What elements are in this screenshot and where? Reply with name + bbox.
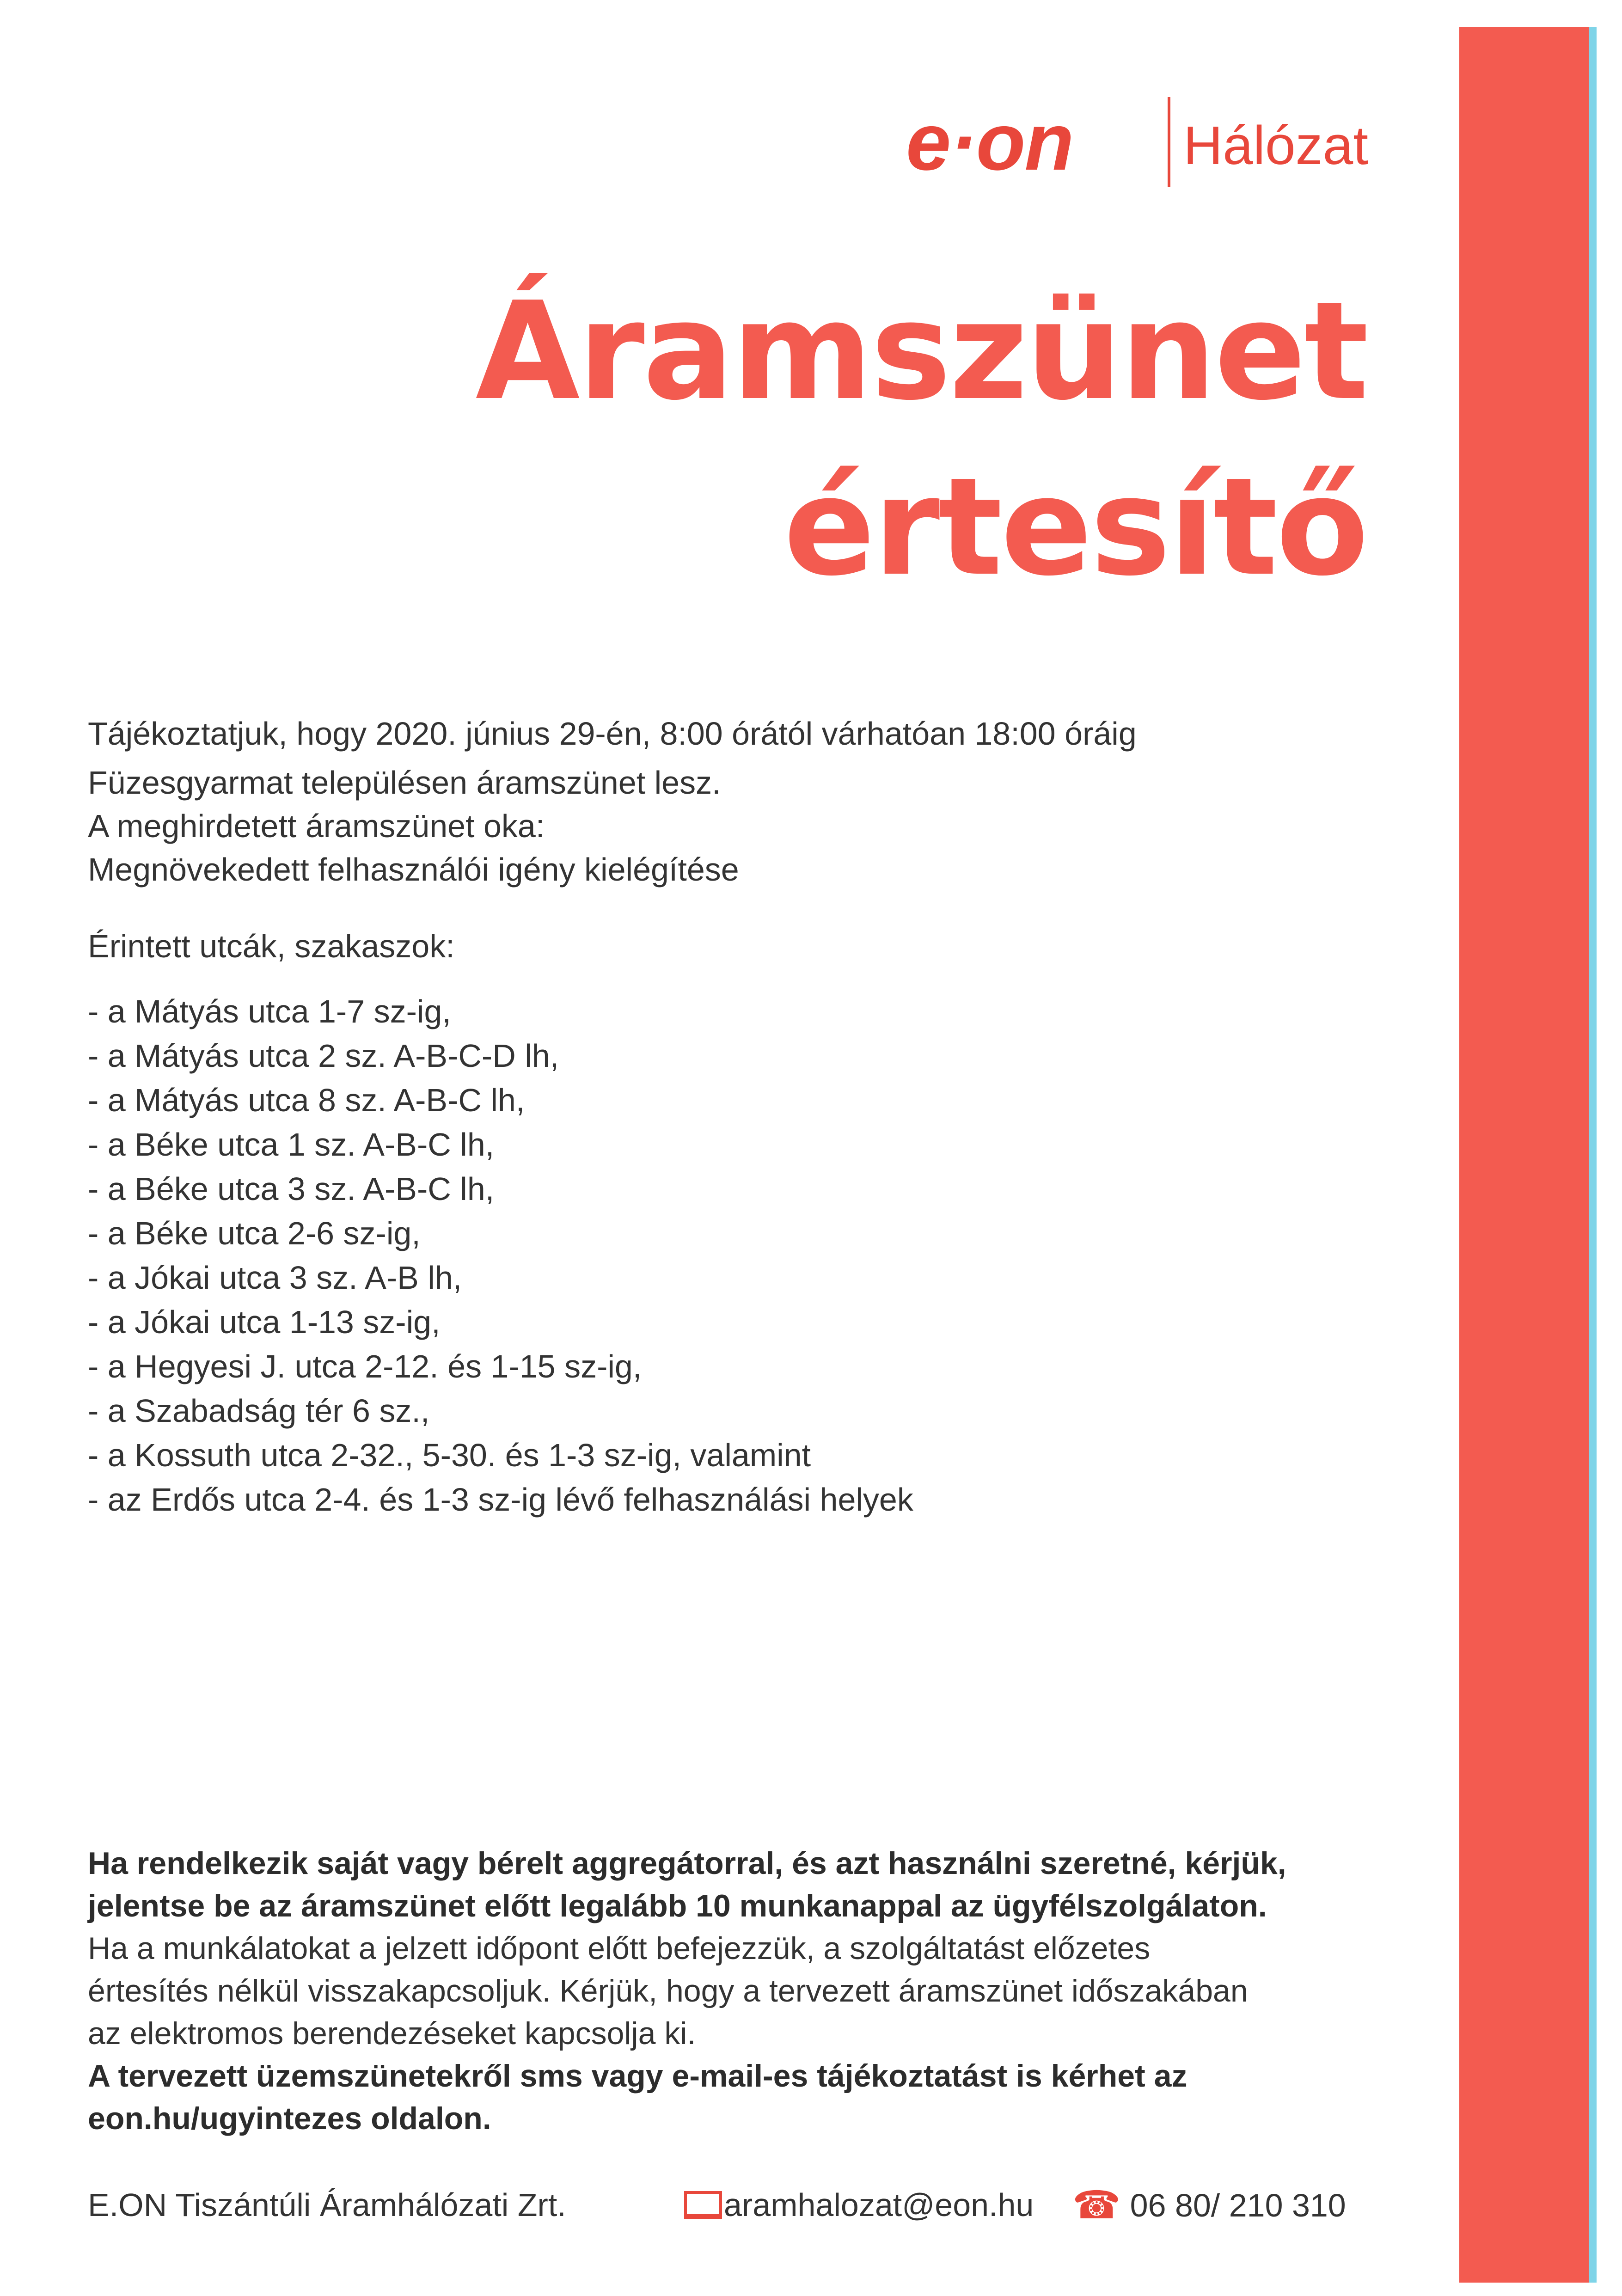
street-item: - a Mátyás utca 8 sz. A-B-C lh, bbox=[88, 1082, 525, 1118]
notice-line: értesítés nélkül visszakapcsoljuk. Kérjük, hogy a tervezett áramszünet időszakában bbox=[88, 1973, 1248, 2008]
phone-icon: ☎ bbox=[1072, 2183, 1121, 2227]
laptop-icon bbox=[684, 2191, 722, 2219]
notice-line: az elektromos berendezéseket kapcsolja ki. bbox=[88, 2016, 696, 2051]
street-item: - a Jókai utca 1-13 sz-ig, bbox=[88, 1304, 441, 1340]
street-item: - az Erdős utca 2-4. és 1-3 sz-ig lévő felhasználási helyek bbox=[88, 1482, 913, 1518]
street-item: - a Béke utca 1 sz. A-B-C lh, bbox=[88, 1127, 495, 1163]
notice-line: Ha a munkálatokat a jelzett időpont előtt befejezzük, a szolgáltatást előzetes bbox=[88, 1931, 1151, 1966]
intro-line: A meghirdetett áramszünet oka: bbox=[88, 808, 545, 844]
side-accent-bar bbox=[1459, 27, 1597, 2283]
notice-bold-line: jelentse be az áramszünet előtt legalább 10 munkanappal az ügyfélszolgálaton. bbox=[88, 1888, 1267, 1923]
intro-line: Megnövekedett felhasználói igény kielégítése bbox=[88, 851, 739, 888]
side-accent-stripe bbox=[1589, 27, 1597, 2283]
street-item: - a Béke utca 2-6 sz-ig, bbox=[88, 1215, 421, 1251]
notice-bold-line: Ha rendelkezik saját vagy bérelt aggregátorral, és azt használni szeretné, kérjük, bbox=[88, 1846, 1286, 1881]
page-title bbox=[476, 263, 1367, 615]
eon-logo bbox=[906, 92, 1368, 192]
intro-line: Tájékoztatjuk, hogy 2020. június 29-én, 8:00 órától várhatóan 18:00 óráig bbox=[88, 716, 1137, 752]
email-address[interactable]: aramhalozat@eon.hu bbox=[724, 2187, 1034, 2223]
street-item: - a Jókai utca 3 sz. A-B lh, bbox=[88, 1260, 462, 1296]
street-item: - a Szabadság tér 6 sz., bbox=[88, 1393, 430, 1429]
intro-line: Füzesgyarmat településen áramszünet lesz. bbox=[88, 765, 721, 801]
logo-subtitle: Hálózat bbox=[1183, 115, 1369, 176]
footer bbox=[88, 2182, 1364, 2228]
affected-streets-list bbox=[88, 989, 913, 1522]
phone-number[interactable]: 06 80/ 210 310 bbox=[1130, 2187, 1346, 2223]
streets-heading: Érintett utcák, szakaszok: bbox=[88, 928, 455, 964]
email-contact[interactable] bbox=[684, 2182, 1034, 2228]
notice-paragraph bbox=[88, 1842, 1336, 2140]
title-line-1: Áramszünet bbox=[475, 273, 1367, 430]
street-item: - a Béke utca 3 sz. A-B-C lh, bbox=[88, 1171, 495, 1207]
company-name: E.ON Tiszántúli Áramhálózati Zrt. bbox=[88, 2187, 566, 2223]
street-item: - a Mátyás utca 2 sz. A-B-C-D lh, bbox=[88, 1038, 559, 1074]
street-item: - a Kossuth utca 2-32., 5-30. és 1-3 sz-ig, valamint bbox=[88, 1437, 811, 1473]
intro-paragraph bbox=[88, 712, 1137, 891]
phone-contact[interactable] bbox=[1072, 2182, 1346, 2229]
notice-bold-line: eon.hu/ugyintezes oldalon. bbox=[88, 2101, 491, 2136]
logo-divider bbox=[1168, 97, 1170, 187]
eon-wordmark: e·on bbox=[906, 97, 1073, 187]
street-item: - a Hegyesi J. utca 2-12. és 1-15 sz-ig, bbox=[88, 1348, 642, 1384]
street-item: - a Mátyás utca 1-7 sz-ig, bbox=[88, 993, 451, 1029]
notice-bold-line: A tervezett üzemszünetekről sms vagy e-mail-es tájékoztatást is kérhet az bbox=[88, 2058, 1187, 2094]
title-line-2: értesítő bbox=[783, 448, 1367, 606]
